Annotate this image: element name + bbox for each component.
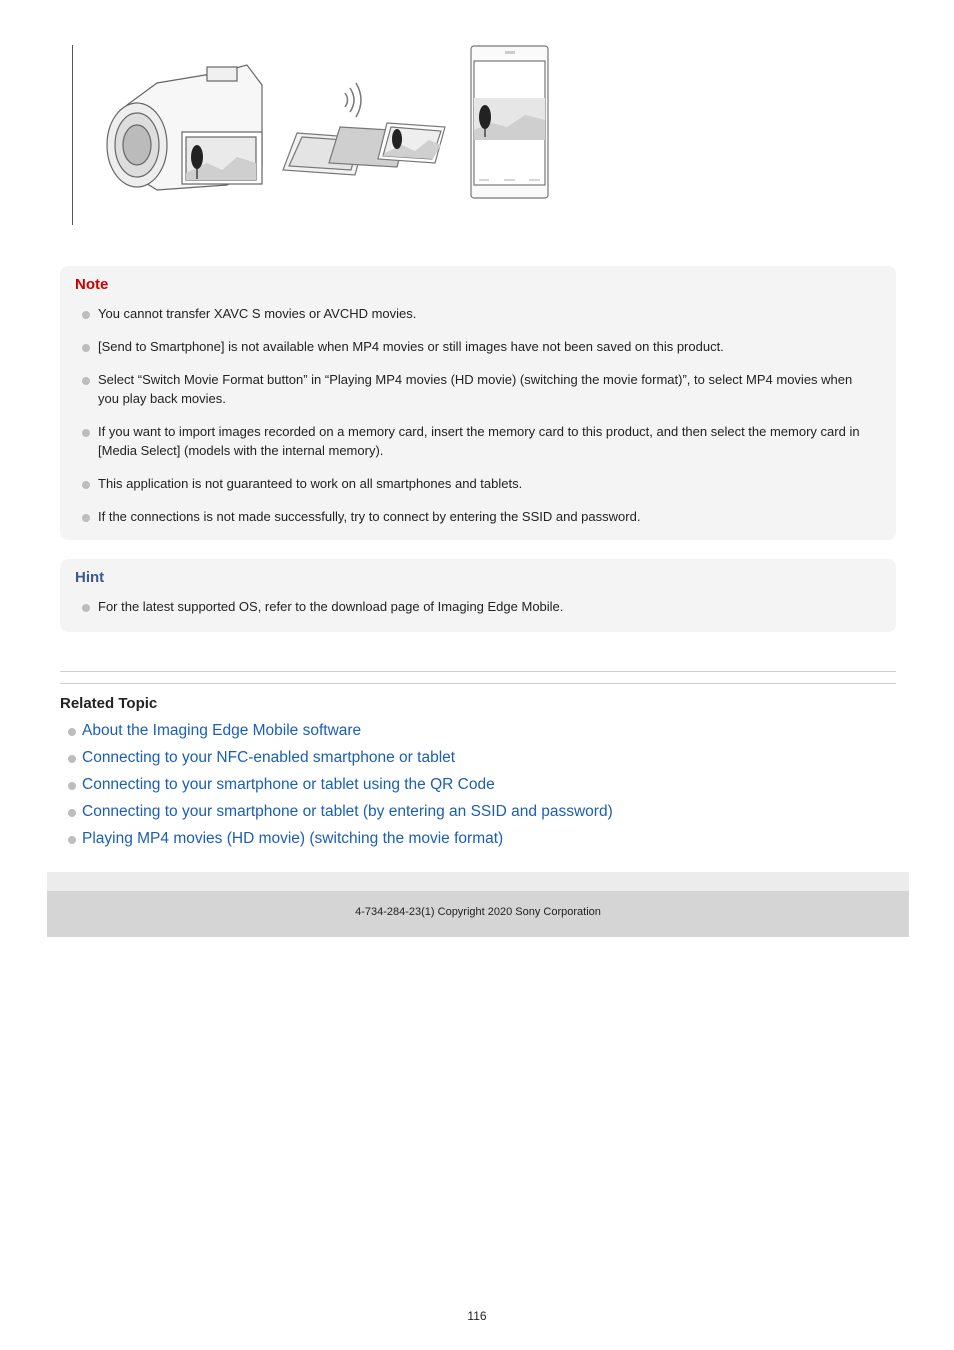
list-item xyxy=(80,597,866,616)
separator-line xyxy=(60,683,896,684)
list-item-text: Select “Switch Movie Format button” in “Playing MP4 movies (HD movie) (switching the movie format)”, to select MP4 movies when you play back movies. xyxy=(98,372,853,406)
separator-line xyxy=(60,671,896,672)
photo-stack-illustration xyxy=(283,123,445,175)
hint-box xyxy=(60,559,896,632)
related-topic-item[interactable] xyxy=(66,828,613,855)
note-list xyxy=(80,304,866,540)
list-item xyxy=(80,304,866,323)
bullet-icon xyxy=(82,377,90,385)
bullet-icon xyxy=(68,728,76,736)
related-topic-heading: Related Topic xyxy=(60,695,158,712)
note-box xyxy=(60,266,896,540)
bullet-icon xyxy=(82,344,90,352)
bullet-icon xyxy=(82,311,90,319)
related-topic-link[interactable]: Playing MP4 movies (HD movie) (switching the movie format) xyxy=(82,830,504,847)
related-topic-item[interactable] xyxy=(66,720,613,747)
related-topic-item[interactable] xyxy=(66,747,613,774)
related-topic-link[interactable]: Connecting to your smartphone or tablet using the QR Code xyxy=(82,776,495,793)
copyright-text: 4-734-284-23(1) Copyright 2020 Sony Corporation xyxy=(355,906,601,918)
bullet-icon xyxy=(68,782,76,790)
related-topic-link[interactable]: Connecting to your NFC-enabled smartphone or tablet xyxy=(82,749,456,766)
bullet-icon xyxy=(82,604,90,612)
bullet-icon xyxy=(82,514,90,522)
list-item-text: This application is not guaranteed to work on all smartphones and tablets. xyxy=(98,476,523,491)
bullet-icon xyxy=(82,429,90,437)
list-item-text: You cannot transfer XAVC S movies or AVCHD movies. xyxy=(98,306,417,321)
list-item xyxy=(80,474,866,493)
list-item-text: If the connections is not made successfully, try to connect by entering the SSID and password. xyxy=(98,509,641,524)
related-topic-link[interactable]: Connecting to your smartphone or tablet (by entering an SSID and password) xyxy=(82,803,613,820)
transfer-illustration xyxy=(72,45,572,227)
related-topic-item[interactable] xyxy=(66,774,613,801)
figure-rule xyxy=(72,45,73,225)
bullet-icon xyxy=(68,809,76,817)
note-title: Note xyxy=(75,276,109,293)
list-item xyxy=(80,507,866,526)
bullet-icon xyxy=(68,836,76,844)
list-item xyxy=(80,370,866,408)
list-item-text: For the latest supported OS, refer to the download page of Imaging Edge Mobile. xyxy=(98,599,564,614)
hint-title: Hint xyxy=(75,569,105,586)
related-topic-list xyxy=(66,720,613,855)
list-item-text: If you want to import images recorded on a memory card, insert the memory card to this product, and then select the memory card in [Media Select] (models with the internal memory). xyxy=(98,424,860,458)
smartphone-illustration xyxy=(471,46,548,198)
wireless-signal-icon xyxy=(345,83,361,117)
list-item-text: [Send to Smartphone] is not available when MP4 movies or still images have not been saved on this product. xyxy=(98,339,724,354)
camcorder-illustration xyxy=(107,65,262,190)
transfer-diagram xyxy=(97,45,557,205)
bullet-icon xyxy=(68,755,76,763)
hint-list xyxy=(80,597,866,616)
related-topic-item[interactable] xyxy=(66,801,613,828)
bullet-icon xyxy=(82,481,90,489)
list-item xyxy=(80,337,866,356)
list-item xyxy=(80,422,866,460)
page-number: 116 xyxy=(467,1309,487,1323)
footer-band xyxy=(47,872,909,891)
footer xyxy=(47,891,909,937)
related-topic-link[interactable]: About the Imaging Edge Mobile software xyxy=(82,722,362,739)
